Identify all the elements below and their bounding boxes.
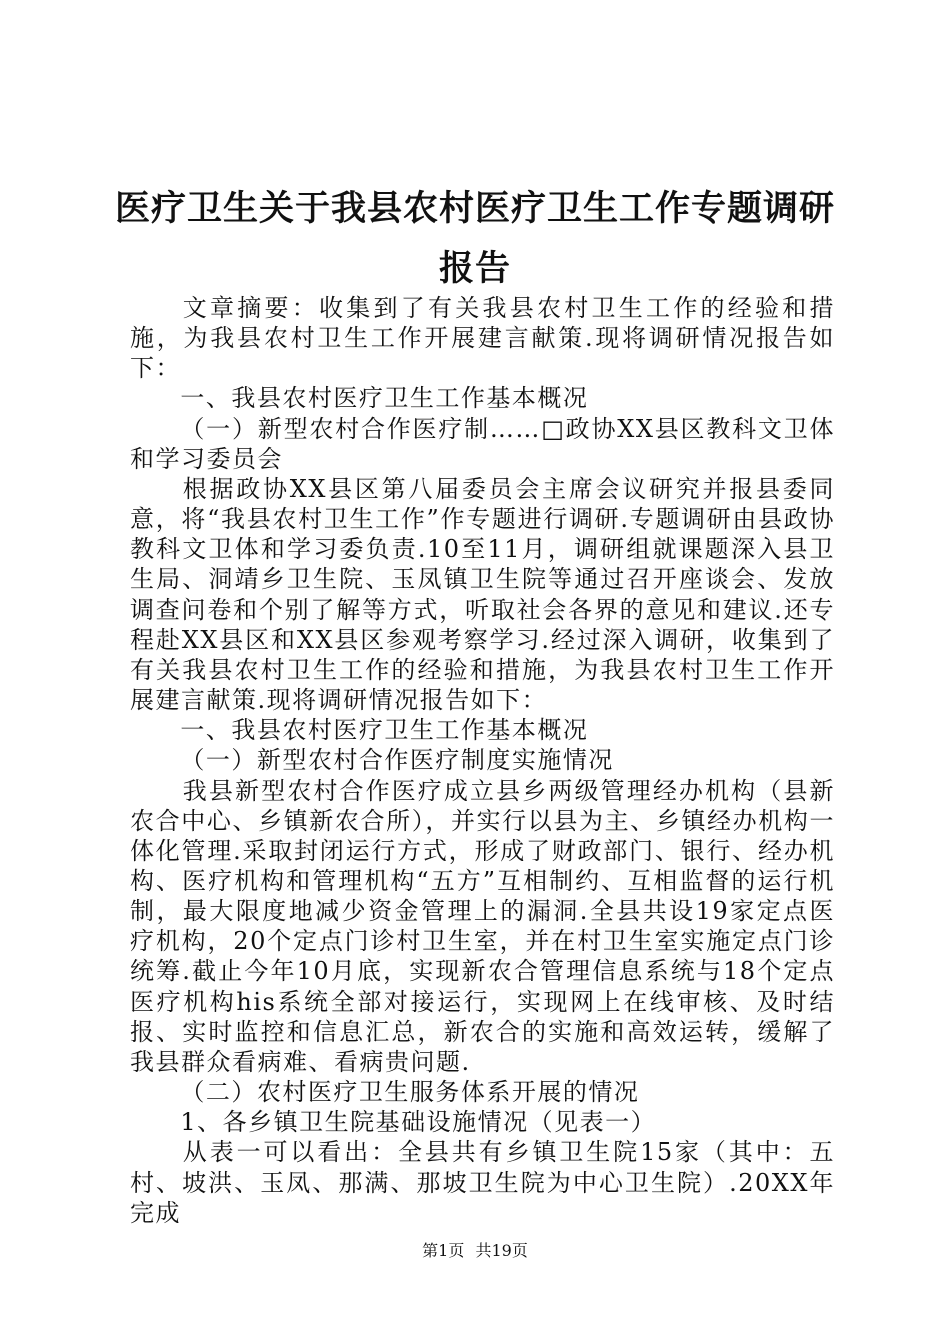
- body-paragraph: 我县新型农村合作医疗成立县乡两级管理经办机构（县新农合中心、乡镇新农合所），并实行以县为主、乡镇经办机构一体化管理.采取封闭运行方式，形成了财政部门、银行、经办机构、医疗机构和管理机构“五方”互相制约、互相监督的运行机制，最大限度地减少资金管理上的漏洞.全县共设19家定点医疗机构，20个定点门诊村卫生室，并在村卫生室实施定点门诊统筹.截止今年10月底，实现新农合管理信息系统与18个定点医疗机构his系统全部对接运行，实现网上在线审核、及时结报、实时监控和信息汇总，新农合的实施和高效运转，缓解了我县群众看病难、看病贵问题.: [130, 776, 835, 1076]
- page-footer: [0, 1241, 950, 1261]
- subsection-heading: （二）农村医疗卫生服务体系开展的情况: [180, 1078, 640, 1107]
- subsection-heading: （一）新型农村合作医疗制……□政协XX县区教科文卫体和学习委员会: [130, 414, 835, 473]
- item-heading: 1、各乡镇卫生院基础设施情况（见表一）: [180, 1108, 657, 1137]
- body-paragraph: 从表一可以看出：全县共有乡镇卫生院15家（其中：五村、坡洪、玉凤、那满、那坡卫生院为中心卫生院）.20XX年完成: [130, 1138, 835, 1227]
- page-number: 第1页: [422, 1241, 465, 1260]
- body-paragraph: 根据政协XX县区第八届委员会主席会议研究并报县委同意，将“我县农村卫生工作”作专题进行调研.专题调研由县政协教科文卫体和学习委负责.10至11月，调研组就课题深入县卫生局、洞靖乡卫生院、玉凤镇卫生院等通过召开座谈会、发放调查问卷和个别了解等方式，听取社会各界的意见和建议.还专程赴XX县区和XX县区参观考察学习.经过深入调研，收集到了有关我县农村卫生工作的经验和措施，为我县农村卫生工作开展建言献策.现将调研情况报告如下：: [130, 474, 835, 715]
- section-heading: 一、我县农村医疗卫生工作基本概况: [180, 384, 589, 413]
- page-total: 共19页: [475, 1241, 528, 1260]
- subsection-heading: （一）新型农村合作医疗制度实施情况: [180, 746, 614, 775]
- document-body: [130, 293, 835, 1228]
- document-title-line2: 报告: [438, 249, 511, 289]
- section-heading: 一、我县农村医疗卫生工作基本概况: [180, 716, 589, 745]
- document-title-line1: 医疗卫生关于我县农村医疗卫生工作专题调研: [114, 189, 835, 229]
- abstract-paragraph: 文章摘要：收集到了有关我县农村卫生工作的经验和措施，为我县农村卫生工作开展建言献策.现将调研情况报告如下：: [130, 294, 835, 383]
